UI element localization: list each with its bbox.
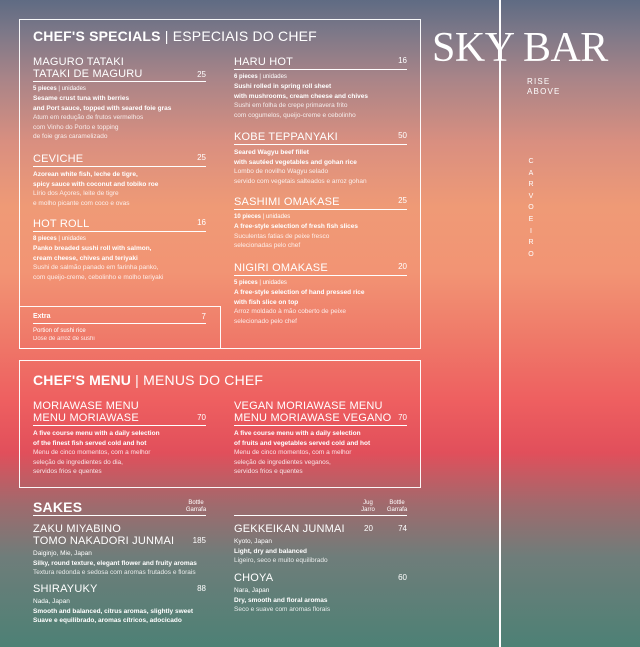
sake-zaku-miyabino — [33, 523, 206, 578]
sake-shirayuky — [33, 583, 206, 626]
item-underline — [33, 231, 206, 232]
location-letter: A — [528, 169, 534, 177]
tagline-line-1: RISE — [527, 77, 551, 86]
item-desc-en: A free-style selection of fresh fish slices — [234, 223, 359, 230]
item-price: 50 — [398, 131, 407, 140]
item-price: 25 — [197, 153, 206, 162]
sake-origin: Daiginjo, Mie, Japan — [33, 550, 92, 557]
sake-name: CHOYA — [234, 572, 274, 584]
item-underline — [234, 144, 407, 145]
item-desc-pt: Suculentas fatias de peixe fresco selecionadas pelo chef — [234, 232, 330, 249]
sake-gekkeikan-junmai — [234, 523, 407, 566]
location-letter: E — [528, 215, 534, 223]
item-underline — [33, 323, 206, 324]
sake-bottle-price: 74 — [398, 524, 407, 533]
item-name: KOBE TEPPANYAKI — [234, 131, 338, 143]
extra-name: Extra — [33, 313, 51, 320]
item-desc-en: Sushi rolled in spring roll sheet with mushrooms, cream cheese and chives — [234, 83, 369, 100]
item-name: MORIAWASE MENU — [33, 400, 139, 412]
sake-bottle-price: 60 — [398, 573, 407, 582]
menu-item-moriawase-menu — [33, 400, 206, 477]
menu-item-hot-roll — [33, 218, 206, 282]
menu-item-extra — [33, 312, 206, 343]
item-underline — [234, 69, 407, 70]
chefs-specials-title — [33, 28, 317, 44]
sake-origin: Kyoto, Japan — [234, 538, 272, 545]
tagline-line-2: ABOVE — [527, 87, 561, 96]
menu-item-nigiri-omakase — [234, 262, 407, 326]
item-desc-pt: Menu de cinco momentos, com a melhor seleção de ingredientes veganos, servidos frios e quentes — [234, 449, 352, 475]
item-name: HARU HOT — [234, 56, 294, 68]
location-letter: V — [528, 192, 534, 200]
item-desc-pt: Sushi de salmão panado em farinha panko, com queijo-creme, cebolinho e molho teriyaki — [33, 264, 164, 281]
menu-item-sashimi-omakase — [234, 196, 407, 251]
item-price: 25 — [398, 196, 407, 205]
sake-desc-pt: Textura redonda e sedosa com aromas frutados e florais — [33, 569, 196, 576]
item-pieces: 8 pieces | unidades — [33, 236, 86, 242]
item-name: MAGURO TATAKI — [33, 56, 125, 68]
item-desc-en: A five course menu with a daily selection of the finest fish served cold and hot — [33, 430, 160, 447]
menu-item-vegan-moriawase-menu — [234, 400, 407, 477]
item-desc-en: Seared Wagyu beef fillet with sautéed vegetables and gohan rice — [234, 149, 357, 166]
item-name-pt: MENU MORIAWASE — [33, 412, 139, 424]
item-desc-en: Sesame crust tuna with berries and Port sauce, topped with seared foie gras — [33, 95, 172, 112]
item-price: 70 — [197, 413, 206, 422]
menu-item-kobe-teppanyaki — [234, 131, 407, 186]
extra-desc-pt: Dose de arroz de sushi — [33, 335, 95, 342]
item-underline — [234, 209, 407, 210]
item-underline — [33, 425, 206, 426]
item-pieces: 6 pieces | unidades — [234, 74, 287, 80]
title-separator: | — [160, 28, 173, 44]
location-letter: O — [528, 250, 534, 258]
item-price: 16 — [398, 56, 407, 65]
menu-item-maguro-tataki — [33, 56, 206, 142]
chefs-menu-title — [33, 372, 263, 388]
location-letter: O — [528, 204, 534, 212]
sake-origin: Nada, Japan — [33, 598, 70, 605]
item-name: VEGAN MORIAWASE MENU — [234, 400, 383, 412]
sake-jug-price: 20 — [364, 524, 373, 533]
item-price: 16 — [197, 218, 206, 227]
item-desc-en: A five course menu with a daily selection of fruits and vegetables served cold and hot — [234, 430, 371, 447]
sake-name: ZAKU MIYABINO — [33, 523, 121, 535]
sake-name: GEKKEIKAN JUNMAI — [234, 523, 345, 535]
item-desc-pt: Arroz moldado à mão coberto de peixe selecionado pelo chef — [234, 308, 347, 325]
item-name: SASHIMI OMAKASE — [234, 196, 340, 208]
sake-desc-en: Dry, smooth and floral aromas — [234, 596, 328, 604]
item-pieces: 5 pieces | unidades — [234, 280, 287, 286]
vertical-divider-line — [499, 0, 501, 647]
item-name-pt: TATAKI DE MAGURU — [33, 68, 143, 80]
item-price: 25 — [197, 70, 206, 79]
menu-item-haru-hot — [234, 56, 407, 120]
section-title-pt: MENUS DO CHEF — [143, 372, 264, 388]
location-letter: R — [528, 239, 534, 247]
sake-bottle-price: 185 — [192, 536, 206, 545]
sake-choya — [234, 572, 407, 615]
sakes-title-underline — [33, 515, 206, 516]
extra-price: 7 — [201, 312, 206, 321]
brand-tagline — [527, 77, 561, 97]
sakes-right-underline — [234, 515, 407, 516]
location-letter: I — [530, 227, 532, 235]
sake-bottle-price: 88 — [197, 584, 206, 593]
location-letter: C — [528, 158, 534, 165]
extra-desc-en: Portion of sushi rice — [33, 327, 86, 334]
sakes-title: SAKES — [33, 499, 83, 515]
right-bottle-header: Bottle Garrafa — [386, 500, 408, 513]
item-name: HOT ROLL — [33, 218, 90, 230]
item-desc-pt: Lombo de novilho Wagyu selado servido com vegetais salteados e arroz gohan — [234, 168, 367, 185]
title-separator: | — [131, 372, 144, 388]
item-desc-pt: Menu de cinco momentos, com a melhor seleção de ingredientes do dia, servidos frios e quentes — [33, 449, 151, 475]
section-title-en: CHEF'S SPECIALS — [33, 28, 161, 44]
item-name: CEVICHE — [33, 153, 84, 165]
sake-origin: Nara, Japan — [234, 587, 270, 594]
section-title-en: CHEF'S MENU — [33, 372, 132, 388]
item-desc-pt: Sushi em folha de crepe primavera frito com cogumelos, queijo-creme e cebolinho — [234, 102, 356, 119]
item-name-pt: MENU MORIAWASE VEGANO — [234, 412, 392, 424]
item-pieces: 10 pieces | unidades — [234, 214, 291, 220]
item-underline — [234, 275, 407, 276]
vertical-location-text — [526, 156, 536, 260]
menu-item-ceviche — [33, 153, 206, 208]
brand-logo: SKY BAR — [432, 25, 608, 71]
right-jug-header: Jug Jarro — [361, 500, 375, 513]
item-desc-en: Panko breaded sushi roll with salmon, cream cheese, chives and teriyaki — [33, 245, 152, 262]
sake-desc-en: Light, dry and balanced — [234, 547, 307, 555]
item-pieces: 5 pieces | unidades — [33, 86, 86, 92]
left-bottle-header: Bottle Garrafa — [185, 500, 207, 513]
item-price: 20 — [398, 262, 407, 271]
item-underline — [33, 166, 206, 167]
sake-desc-en: Smooth and balanced, citrus aromas, slightly sweet Suave e equilibrado, aromas cítricos, adocicado — [33, 607, 194, 624]
sake-desc-en: Silky, round texture, elegant flower and fruity aromas — [33, 559, 197, 567]
sake-name: SHIRAYUKY — [33, 583, 98, 595]
item-name: NIGIRI OMAKASE — [234, 262, 328, 274]
section-title-pt: ESPECIAIS DO CHEF — [172, 28, 317, 44]
sake-desc-pt: Ligeiro, seco e muito equilibrado — [234, 557, 328, 564]
item-desc-en: Azorean white fish, leche de tigre, spicy sauce with coconut and tobiko roe — [33, 171, 159, 188]
item-desc-en: A free-style selection of hand pressed rice with fish slice on top — [234, 289, 365, 306]
location-letter: R — [528, 181, 534, 189]
item-desc-pt: Atum em redução de frutos vermelhos com Vinho do Porto e topping de foie gras caramelizado — [33, 114, 144, 140]
sake-desc-pt: Seco e suave com aromas florais — [234, 606, 331, 613]
item-underline — [33, 81, 206, 82]
item-price: 70 — [398, 413, 407, 422]
item-desc-pt: Lírio dos Açores, leite de tigre e molho picante com coco e ovas — [33, 190, 130, 207]
item-underline — [234, 425, 407, 426]
sake-name-line-2: TOMO NAKADORI JUNMAI — [33, 535, 175, 547]
